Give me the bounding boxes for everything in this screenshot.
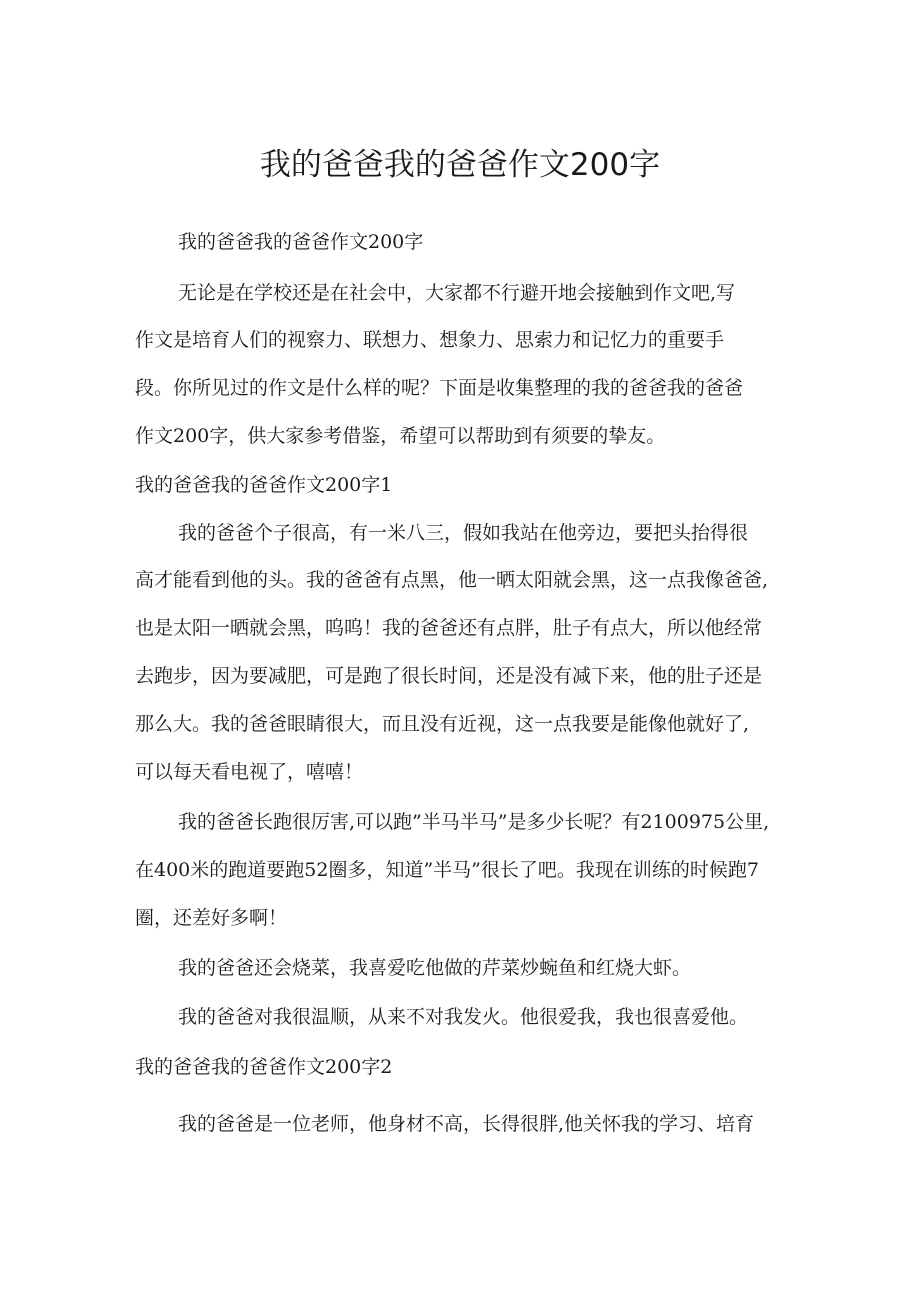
section-heading-2: 我的爸爸我的爸爸作文200字2 [135, 1056, 393, 1078]
para2-line-2: 在400米的跑道要跑52圈多，知道”半马”很长了吧。我现在训练的时候跑7 [135, 859, 759, 881]
intro-line-3: 段。你所见过的作文是什么样的呢？下面是收集整理的我的爸爸我的爸爸 [135, 377, 744, 399]
para1-line-1: 我的爸爸个子很高，有一米八三，假如我站在他旁边，要把头抬得很 [178, 522, 749, 544]
intro-line-4: 作文200字，供大家参考借鉴，希望可以帮助到有须要的挚友。 [135, 425, 666, 447]
intro-line-2: 作文是培育人们的视察力、联想力、想象力、思索力和记忆力的重要手 [135, 329, 725, 351]
intro-line-1: 无论是在学校还是在社会中，大家都不行避开地会接触到作文吧,写 [178, 282, 736, 304]
para4-line-1: 我的爸爸对我很温顺，从来不对我发火。他很爱我，我也很喜爱他。 [178, 1006, 749, 1028]
para1-line-5: 那么大。我的爸爸眼睛很大，而且没有近视，这一点我要是能像他就好了, [135, 713, 750, 735]
para5-line-1: 我的爸爸是一位老师，他身材不高，长得很胖,他关怀我的学习、培育 [178, 1113, 755, 1135]
para2-line-1: 我的爸爸长跑很厉害,可以跑”半马半马”是多少长呢？有2100975公里, [178, 811, 770, 833]
para1-line-4: 去跑步，因为要减肥，可是跑了很长时间，还是没有减下来，他的肚子还是 [135, 665, 763, 687]
para1-line-3: 也是太阳一晒就会黑，呜呜！我的爸爸还有点胖，肚子有点大，所以他经常 [135, 617, 763, 639]
subtitle-line: 我的爸爸我的爸爸作文200字 [178, 231, 424, 253]
section-heading-1: 我的爸爸我的爸爸作文200字1 [135, 474, 393, 496]
para3-line-1: 我的爸爸还会烧菜，我喜爱吃他做的芹菜炒蜿鱼和红烧大虾。 [178, 957, 692, 979]
para2-line-3: 圈，还差好多啊！ [135, 907, 288, 929]
para1-line-6: 可以每天看电视了，嘻嘻！ [135, 761, 364, 783]
document-title: 我的爸爸我的爸爸作文200字 [259, 147, 661, 183]
para1-line-2: 高才能看到他的头。我的爸爸有点黑，他一晒太阳就会黑，这一点我像爸爸, [135, 569, 769, 591]
